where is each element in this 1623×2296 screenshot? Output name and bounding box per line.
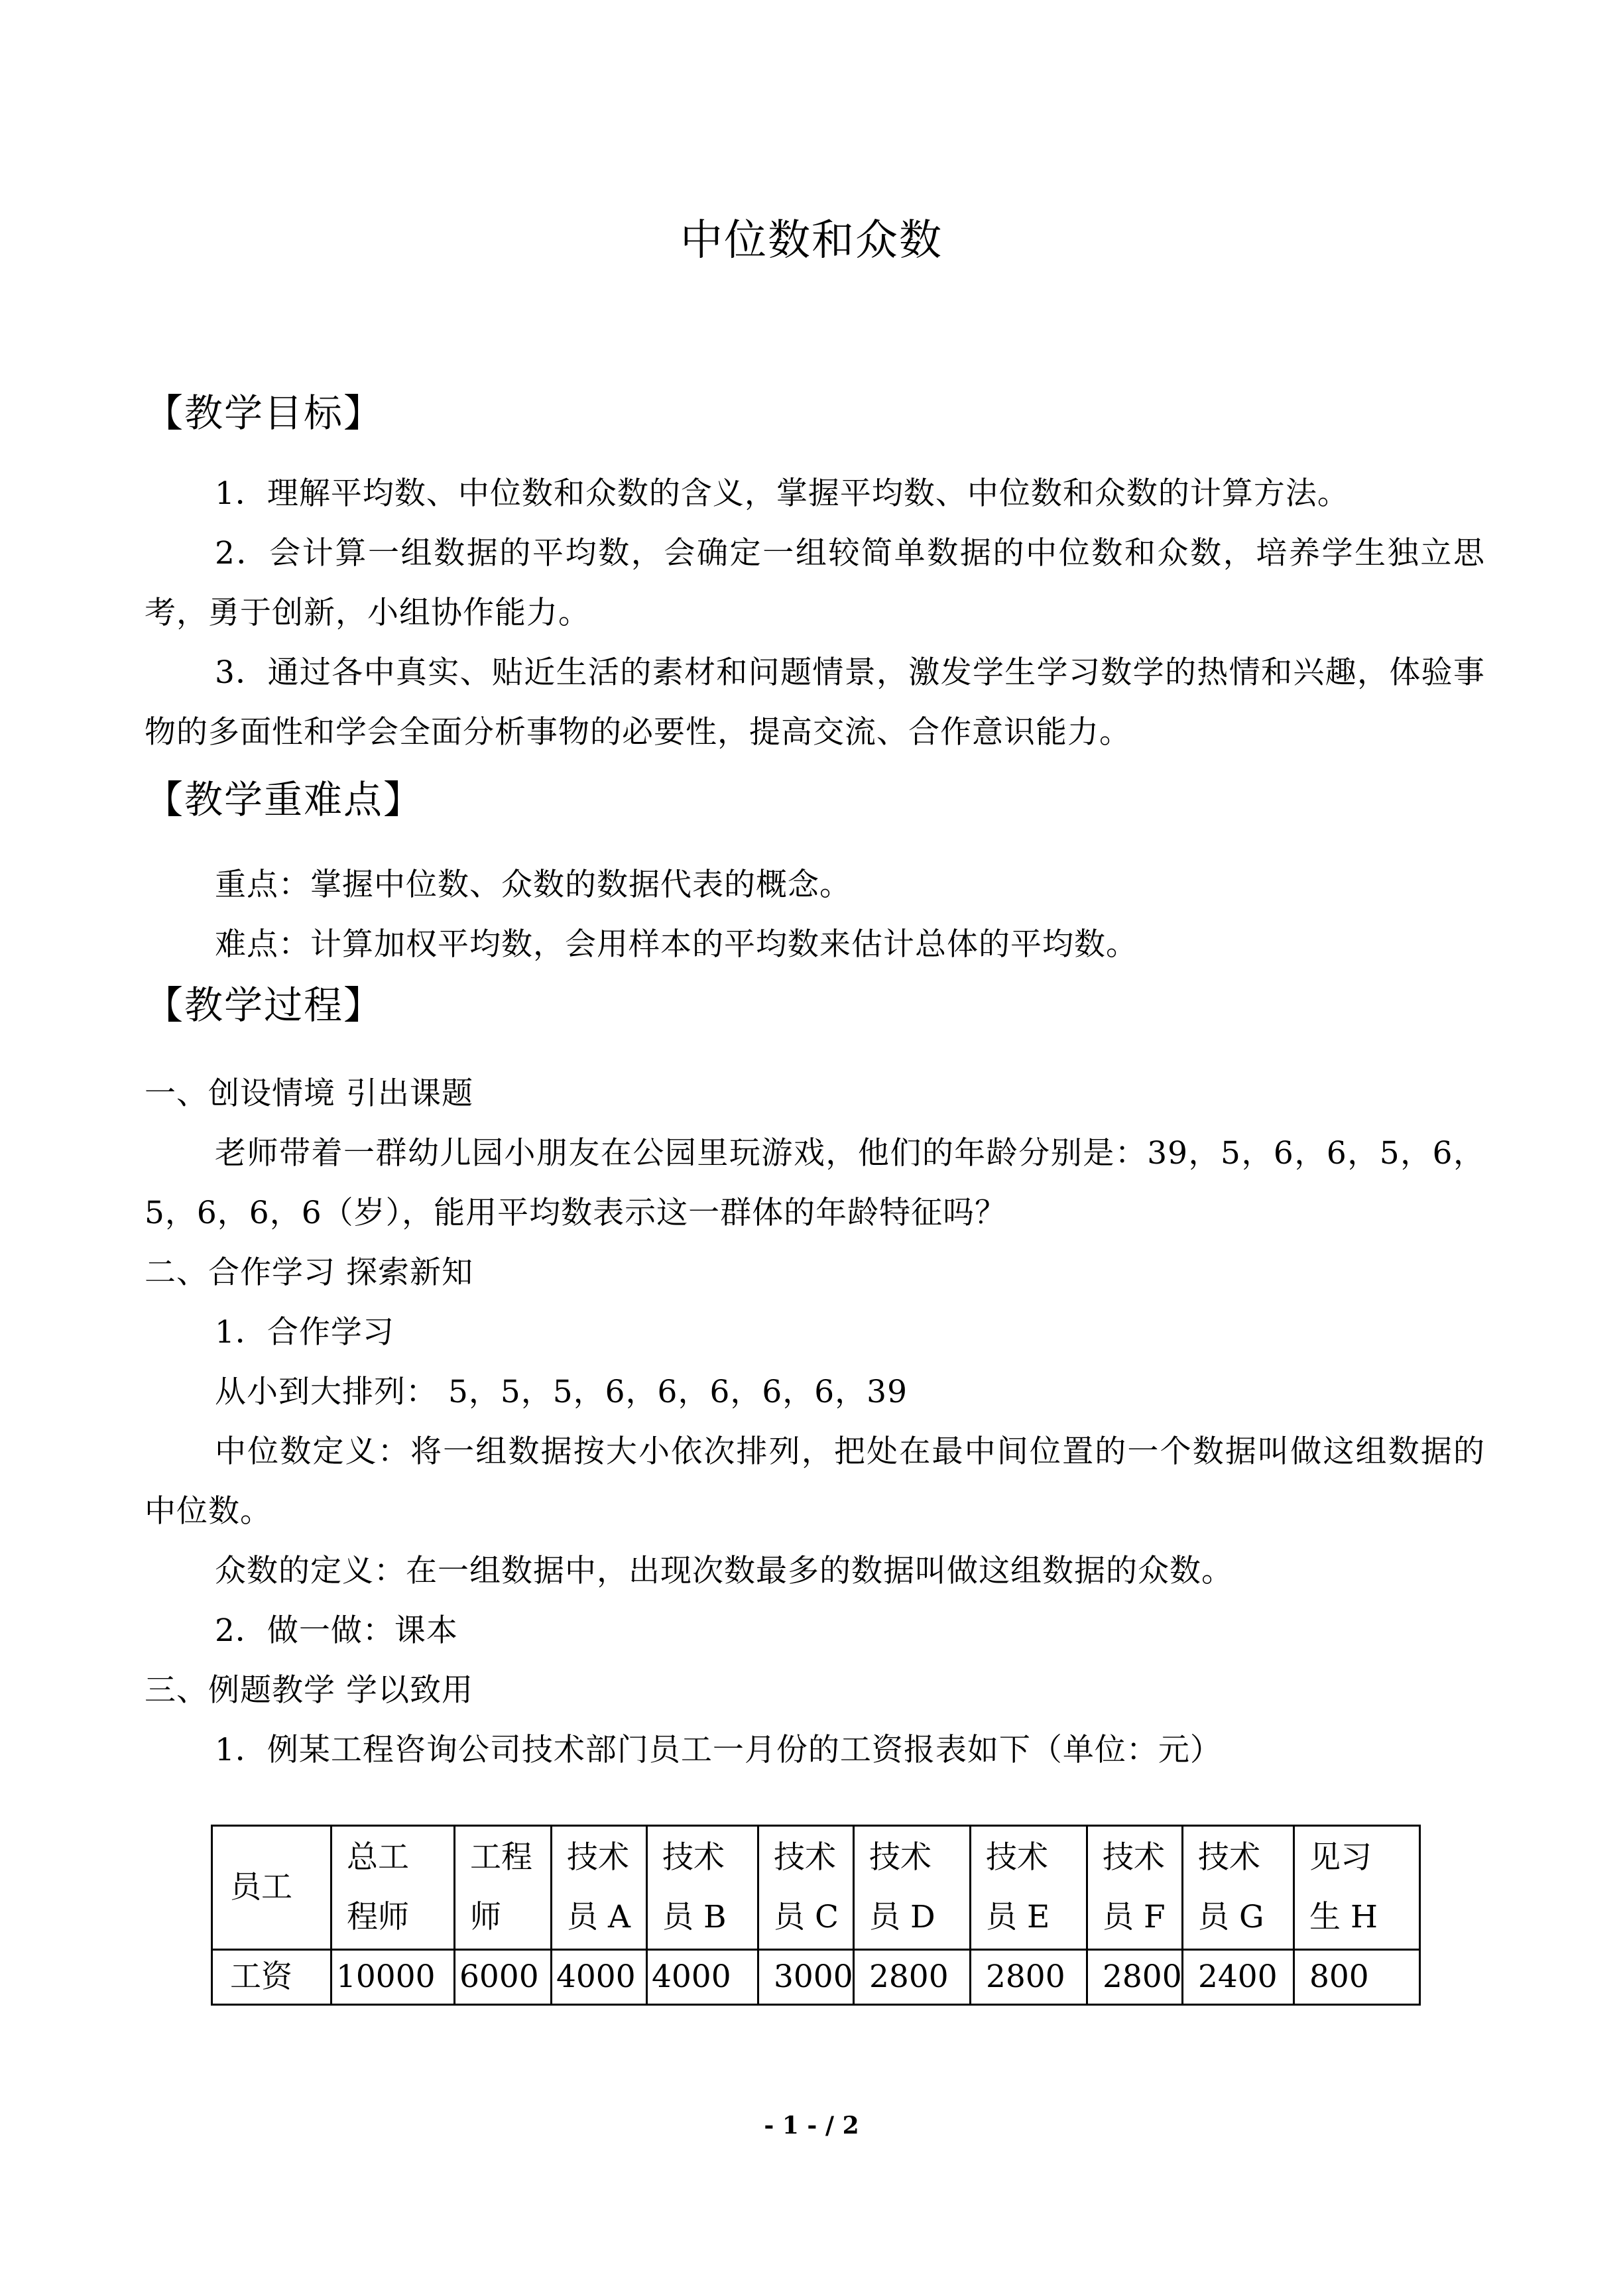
process-part3-item1: 1．例某工程咨询公司技术部门员工一月份的工资报表如下（单位：元） <box>215 1732 1222 1768</box>
objective-item-1: 1．理解平均数、中位数和众数的含义，掌握平均数、中位数和众数的计算方法。 <box>215 475 1349 512</box>
objectives-heading: 【教学目标】 <box>145 391 384 436</box>
table-header-salary: 工资 <box>212 1950 331 2005</box>
table-cell-value: 10000 <box>331 1950 455 2005</box>
table-cell-value: 6000 <box>455 1950 552 2005</box>
table-header-cell: 技术 员 D <box>854 1826 971 1950</box>
process-part1-text: 老师带着一群幼儿园小朋友在公园里玩游戏，他们的年龄分别是：39，5，6，6，5，6，5，6，6，6（岁），能用平均数表示这一群体的年龄特征吗？ <box>145 1135 1485 1231</box>
table-header-cell: 技术 员 B <box>647 1826 758 1950</box>
table-header-cell: 总工 程师 <box>331 1826 455 1950</box>
process-part2-title: 二、合作学习 探索新知 <box>145 1254 473 1291</box>
table-header-employee: 员工 <box>212 1826 331 1950</box>
page-number: - 1 - / 2 <box>764 2112 859 2140</box>
salary-table-value-row <box>212 1950 1420 2005</box>
salary-table <box>211 1825 1421 2006</box>
table-cell-value: 2800 <box>1087 1950 1183 2005</box>
table-cell-value: 4000 <box>552 1950 647 2005</box>
salary-table-header-row <box>212 1826 1420 1950</box>
key-point-important: 重点：掌握中位数、众数的数据代表的概念。 <box>215 867 851 903</box>
process-part2-item2: 2．做一做：课本 <box>215 1612 458 1649</box>
table-cell-value: 4000 <box>647 1950 758 2005</box>
table-header-cell: 工程 师 <box>455 1826 552 1950</box>
table-cell-value: 2400 <box>1183 1950 1294 2005</box>
key-point-difficult: 难点：计算加权平均数，会用样本的平均数来估计总体的平均数。 <box>215 926 1138 963</box>
page-title: 中位数和众数 <box>680 216 943 265</box>
table-header-cell: 技术 员 E <box>971 1826 1087 1950</box>
table-cell-value: 2800 <box>854 1950 971 2005</box>
table-header-cell: 技术 员 G <box>1183 1826 1294 1950</box>
table-header-cell: 技术 员 F <box>1087 1826 1183 1950</box>
objective-item-2: 2．会计算一组数据的平均数，会确定一组较简单数据的中位数和众数，培养学生独立思考，勇于创新，小组协作能力。 <box>145 535 1485 631</box>
process-part2-sorted: 从小到大排列： 5，5，5，6，6，6，6，6，39 <box>215 1374 908 1410</box>
objective-item-3: 3．通过各中真实、贴近生活的素材和问题情景，激发学生学习数学的热情和兴趣，体验事物的多面性和学会全面分析事物的必要性，提高交流、合作意识能力。 <box>145 654 1485 751</box>
table-header-cell: 见习 生 H <box>1294 1826 1420 1950</box>
mode-definition: 众数的定义：在一组数据中，出现次数最多的数据叫做这组数据的众数。 <box>215 1553 1233 1589</box>
table-header-cell: 技术 员 C <box>758 1826 854 1950</box>
process-part1-title: 一、创设情境 引出课题 <box>145 1075 473 1112</box>
process-part2-item1: 1．合作学习 <box>215 1314 394 1351</box>
table-header-cell: 技术 员 A <box>552 1826 647 1950</box>
median-definition: 中位数定义：将一组数据按大小依次排列，把处在最中间位置的一个数据叫做这组数据的中位数。 <box>145 1433 1485 1530</box>
table-cell-value: 800 <box>1294 1950 1420 2005</box>
process-heading: 【教学过程】 <box>145 983 384 1028</box>
key-points-heading: 【教学重难点】 <box>145 777 424 822</box>
table-cell-value: 2800 <box>971 1950 1087 2005</box>
table-cell-value: 3000 <box>758 1950 854 2005</box>
process-part3-title: 三、例题教学 学以致用 <box>145 1672 473 1709</box>
